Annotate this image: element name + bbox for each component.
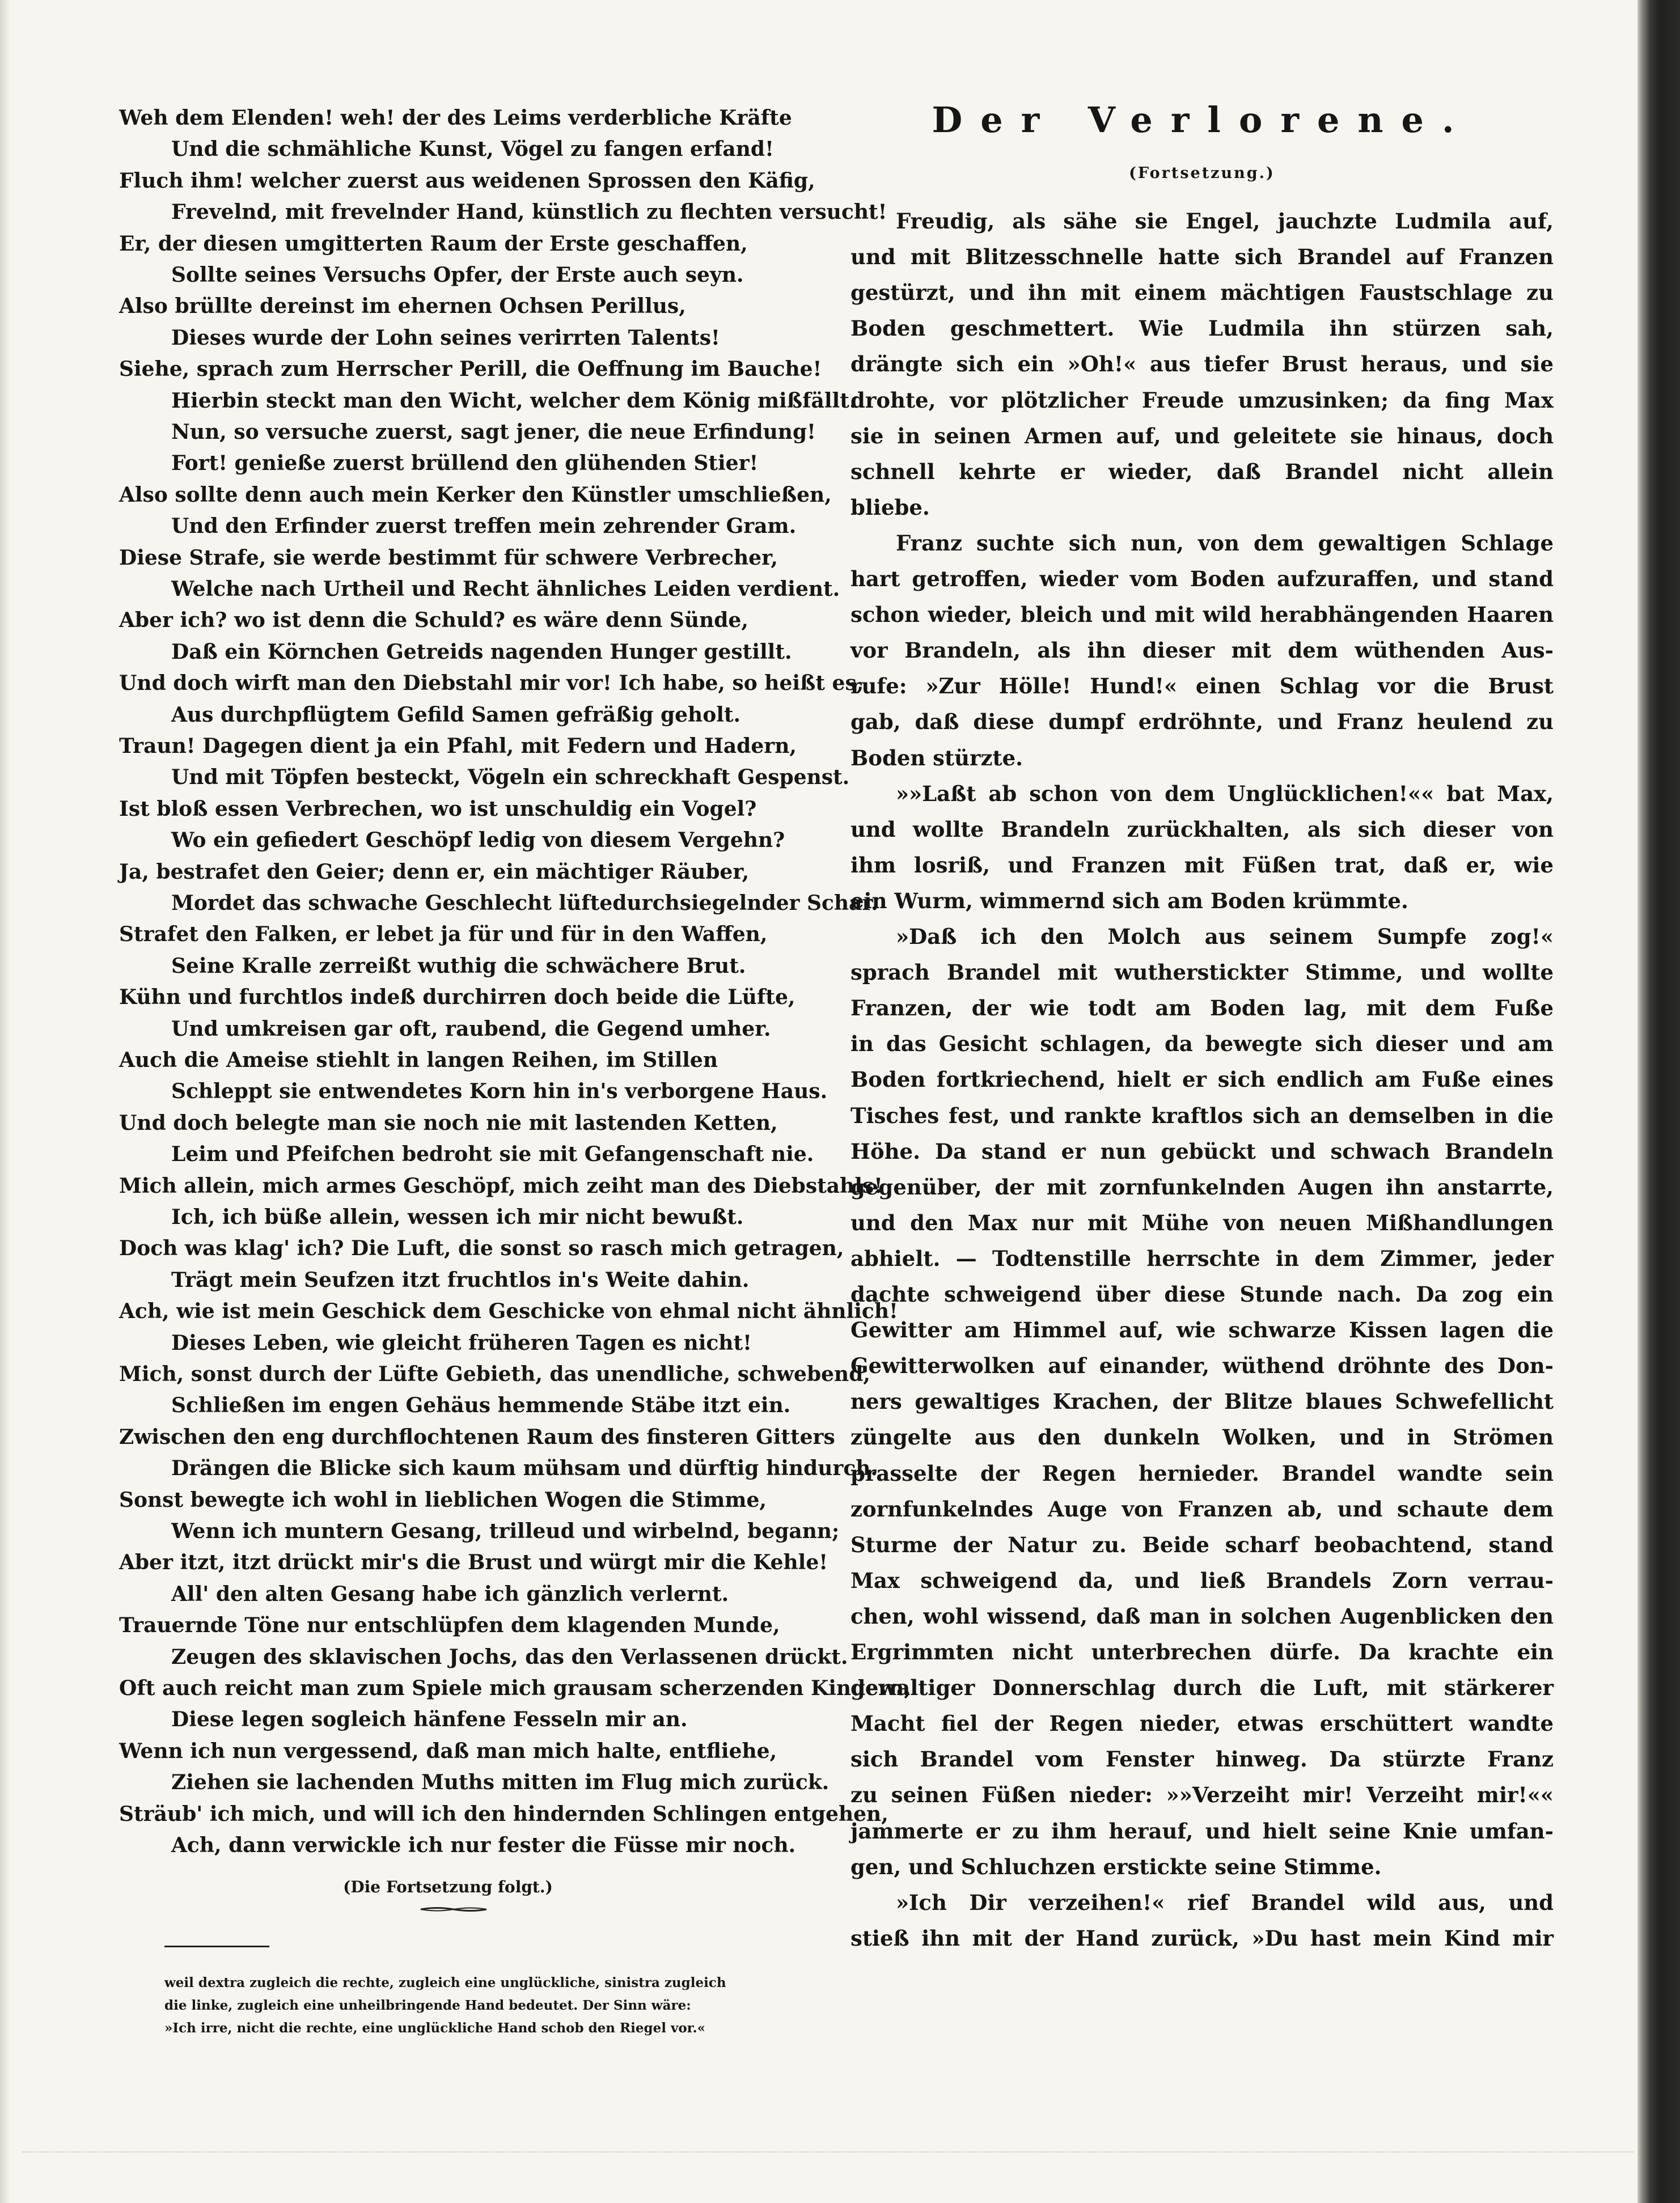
poem-line: Wo ein gefiedert Geschöpf ledig von diesem Vergehn? (171, 828, 785, 853)
story-line: Franz suchte sich nun, von dem gewaltigen Schlage (896, 530, 1554, 556)
story-line: jammerte er zu ihm herauf, und hielt seine Knie umfan- (850, 1818, 1554, 1844)
poem-line: Und doch wirft man den Diebstahl mir vor! Ich habe, so heißt es, (119, 671, 864, 696)
poem-line: Wenn ich muntern Gesang, trilleud und wirbelnd, begann; (171, 1519, 840, 1543)
poem-line: Sollte seines Versuchs Opfer, der Erste auch seyn. (171, 263, 744, 287)
poem-line: Und mit Töpfen besteckt, Vögeln ein schreckhaft Gespenst. (171, 765, 850, 790)
poem-line: Aber itzt, itzt drückt mir's die Brust und würgt mir die Kehle! (119, 1550, 828, 1575)
poem-line: Dieses wurde der Lohn seines verirrten Talents! (171, 325, 720, 350)
story-line: sprach Brandel mit wutherstickter Stimme, und wollte (850, 960, 1554, 985)
poem-line: Weh dem Elenden! weh! der des Leims verderbliche Kräfte (119, 106, 792, 130)
story-line: zu seinen Füßen nieder: »»Verzeiht mir! Verzeiht mir!«« (850, 1782, 1554, 1808)
poem-line: Trauernde Töne nur entschlüpfen dem klagenden Munde, (119, 1613, 780, 1638)
poem-line: Und den Erfinder zuerst treffen mein zehrender Gram. (171, 514, 797, 539)
story-line: stieß ihn mit der Hand zurück, »Du hast mein Kind mir (850, 1925, 1554, 1951)
story-line: zornfunkelndes Auge von Franzen ab, und schaute dem (850, 1496, 1554, 1522)
story-line: gewaltiger Donnerschlag durch die Luft, mit stärkerer (850, 1675, 1554, 1701)
story-line: »Daß ich den Molch aus seinem Sumpfe zog!« (896, 924, 1554, 949)
story-line: sich Brandel vom Fenster hinweg. Da stürzte Franz (850, 1747, 1554, 1772)
poem-line: Ach, dann verwickle ich nur fester die Füsse mir noch. (171, 1833, 796, 1857)
story-subtitle: (Fortsetzung.) (1129, 164, 1275, 182)
page-bottom-margin (23, 2151, 1633, 2154)
story-line: ein Wurm, wimmernd sich am Boden krümmte. (850, 888, 1408, 913)
poem-line: Und umkreisen gar oft, raubend, die Gegend umher. (171, 1016, 771, 1041)
poem-line: Also brüllte dereinst im ehernen Ochsen Perillus, (119, 294, 686, 319)
story-line: Sturme der Natur zu. Beide scharf beobachtend, stand (850, 1532, 1554, 1557)
poem-line: Ist bloß essen Verbrechen, wo ist unschuldig ein Vogel? (119, 797, 757, 821)
poem-line: Doch was klag' ich? Die Luft, die sonst so rasch mich getragen, (119, 1236, 844, 1261)
story-line: gab, daß diese dumpf erdröhnte, und Franz heulend zu (850, 709, 1554, 735)
story-line: drängte sich ein »Oh!« aus tiefer Brust heraus, und sie (850, 351, 1554, 377)
poem-line: Mich allein, mich armes Geschöpf, mich zeiht man des Diebstahls! (119, 1173, 883, 1198)
story-line: und den Max nur mit Mühe von neuen Mißhandlungen (850, 1210, 1554, 1235)
story-line: Macht fiel der Regen nieder, etwas erschüttert wandte (850, 1711, 1554, 1736)
story-line: drohte, vor plötzlicher Freude umzusinken; da fing Max (850, 387, 1554, 413)
poem-line: Hierbin steckt man den Wicht, welcher dem König mißfällt. (171, 388, 857, 413)
story-line: Boden fortkriechend, hielt er sich endlich am Fuße eines (850, 1067, 1554, 1092)
ornament-rule (420, 1906, 488, 1913)
poem-line: Er, der diesen umgitterten Raum der Erste geschaffen, (119, 231, 748, 256)
poem-line: Daß ein Körnchen Getreids nagenden Hunger gestillt. (171, 639, 792, 664)
poem-line: Drängen die Blicke sich kaum mühsam und dürftig hindurch. (171, 1456, 878, 1481)
story-line: »Ich Dir verzeihen!« rief Brandel wild aus, und (896, 1890, 1554, 1915)
story-line: vor Brandeln, als ihn dieser mit dem wüthenden Aus- (850, 638, 1554, 663)
poem-line: Welche nach Urtheil und Recht ähnliches Leiden verdient. (171, 577, 840, 601)
story-line: Tisches fest, und rankte kraftlos sich an demselben in die (850, 1103, 1554, 1128)
poem-line: Und doch belegte man sie noch nie mit lastenden Ketten, (119, 1111, 778, 1135)
page-binding-edge (1637, 0, 1680, 2203)
story-line: sie in seinen Armen auf, und geleitete sie hinaus, doch (850, 423, 1554, 448)
poem-line: Und die schmähliche Kunst, Vögel zu fangen erfand! (171, 137, 774, 162)
story-line: gegenüber, der mit zornfunkelnden Augen ihn anstarrte, (850, 1174, 1554, 1200)
story-line: ihm losriß, und Franzen mit Füßen trat, daß er, wie (850, 852, 1554, 878)
poem-line: Ziehen sie lachenden Muths mitten im Flug mich zurück. (171, 1770, 830, 1795)
poem-line: Schleppt sie entwendetes Korn hin in's verborgene Haus. (171, 1079, 828, 1104)
story-line: »»Laßt ab schon von dem Unglücklichen!«« bat Max, (896, 781, 1554, 806)
continuation-note: (Die Fortsetzung folgt.) (343, 1878, 553, 1896)
poem-line: Trägt mein Seufzen itzt fruchtlos in's Weite dahin. (171, 1268, 750, 1292)
poem-line: Kühn und furchtlos indeß durchirren doch beide die Lüfte, (119, 985, 795, 1010)
poem-line: Auch die Ameise stiehlt in langen Reihen, im Stillen (119, 1048, 718, 1072)
poem-line: Ich, ich büße allein, wessen ich mir nicht bewußt. (171, 1205, 744, 1229)
footnote-line: »Ich irre, nicht die rechte, eine unglückliche Hand schob den Riegel vor.« (164, 2020, 706, 2036)
poem-line: Frevelnd, mit frevelnder Hand, künstlich zu flechten versucht! (171, 200, 887, 224)
footnote-line: die linke, zugleich eine unheilbringende Hand bedeutet. Der Sinn wäre: (164, 1998, 691, 2013)
story-line: chen, wohl wissend, daß man in solchen Augenblicken den (850, 1603, 1554, 1629)
footnote-line: weil dextra zugleich die rechte, zugleich eine unglückliche, sinistra zugleich (164, 1975, 726, 1990)
poem-line: Sträub' ich mich, und will ich den hindernden Schlingen entgehen, (119, 1802, 888, 1826)
story-line: züngelte aus den dunkeln Wolken, und in Strömen (850, 1425, 1554, 1450)
poem-line: Fluch ihm! welcher zuerst aus weidenen Sprossen den Käfig, (119, 168, 815, 193)
story-line: bliebe. (850, 494, 930, 520)
poem-line: Mordet das schwache Geschlecht lüftedurchsiegelnder Schar. (171, 891, 878, 915)
poem-line: Zwischen den eng durchflochtenen Raum des finsteren Gitters (119, 1425, 835, 1449)
poem-line: Dieses Leben, wie gleicht früheren Tagen es nicht! (171, 1331, 752, 1355)
story-line: schon wieder, bleich und mit wild herabhängenden Haaren (850, 602, 1554, 628)
story-line: schnell kehrte er wieder, daß Brandel nicht allein (850, 459, 1554, 484)
story-line: prasselte der Regen hernieder. Brandel wandte sein (850, 1460, 1554, 1486)
poem-line: Seine Kralle zerreißt wuthig die schwächere Brut. (171, 954, 746, 978)
page-gutter-left (0, 0, 10, 2203)
story-line: rufe: »Zur Hölle! Hund!« einen Schlag vor die Brust (850, 673, 1554, 699)
poem-line: Strafet den Falken, er lebet ja für und für in den Waffen, (119, 922, 768, 947)
poem-line: Ach, wie ist mein Geschick dem Geschicke von ehmal nicht ähnlich! (119, 1299, 898, 1324)
story-line: Franzen, der wie todt am Boden lag, mit dem Fuße (850, 995, 1554, 1021)
poem-line: Siehe, sprach zum Herrscher Perill, die Oeffnung im Bauche! (119, 357, 822, 382)
poem-line: Sonst bewegte ich wohl in lieblichen Wogen die Stimme, (119, 1488, 767, 1512)
story-line: hart getroffen, wieder vom Boden aufzuraffen, und stand (850, 566, 1554, 591)
story-line: und wollte Brandeln zurückhalten, als sich dieser von (850, 816, 1554, 842)
story-line: Boden stürzte. (850, 745, 1023, 770)
story-line: Freudig, als sähe sie Engel, jauchzte Ludmila auf, (896, 209, 1554, 234)
poem-line: Aus durchpflügtem Gefild Samen gefräßig geholt. (171, 702, 741, 727)
story-line: ners gewaltiges Krachen, der Blitze blaues Schwefellicht (850, 1389, 1554, 1414)
story-line: Gewitter am Himmel auf, wie schwarze Kissen lagen die (850, 1317, 1554, 1343)
story-line: Höhe. Da stand er nun gebückt und schwach Brandeln (850, 1138, 1554, 1164)
story-line: gestürzt, und ihn mit einem mächtigen Faustschlage zu (850, 280, 1554, 306)
poem-line: Diese Strafe, sie werde bestimmt für schwere Verbrecher, (119, 545, 778, 570)
poem-line: Mich, sonst durch der Lüfte Gebieth, das unendliche, schwebend, (119, 1362, 870, 1386)
poem-line: Diese legen sogleich hänfene Fesseln mir an. (171, 1708, 688, 1732)
story-line: Max schweigend da, und ließ Brandels Zorn verrau- (850, 1567, 1554, 1593)
story-line: in das Gesicht schlagen, da bewegte sich dieser und am (850, 1031, 1554, 1057)
poem-line: Also sollte denn auch mein Kerker den Künstler umschließen, (119, 482, 832, 507)
poem-line: Zeugen des sklavischen Jochs, das den Verlassenen drückt. (171, 1645, 848, 1669)
poem-line: Oft auch reicht man zum Spiele mich grausam scherzenden Kindern, (119, 1676, 911, 1700)
story-line: Gewitterwolken auf einander, wüthend dröhnte des Don- (850, 1353, 1554, 1379)
story-line: dachte schweigend über diese Stunde nach. Da zog ein (850, 1282, 1554, 1307)
story-line: Boden geschmettert. Wie Ludmila ihn stürzen sah, (850, 316, 1554, 341)
story-line: Ergrimmten nicht unterbrechen dürfe. Da krachte ein (850, 1639, 1554, 1664)
story-title: Der Verlorene. (932, 99, 1472, 141)
poem-line: All' den alten Gesang habe ich gänzlich verlernt. (171, 1582, 729, 1606)
footnote-rule (164, 1946, 269, 1947)
poem-line: Ja, bestrafet den Geier; denn er, ein mächtiger Räuber, (119, 859, 750, 884)
poem-line: Aber ich? wo ist denn die Schuld? es wäre denn Sünde, (119, 608, 748, 633)
poem-line: Schließen im engen Gehäus hemmende Stäbe itzt ein. (171, 1393, 791, 1418)
story-line: gen, und Schluchzen erstickte seine Stimme. (850, 1854, 1382, 1879)
poem-line: Traun! Dagegen dient ja ein Pfahl, mit Federn und Hadern, (119, 734, 797, 758)
story-line: abhielt. — Todtenstille herrschte in dem Zimmer, jeder (850, 1245, 1554, 1271)
poem-line: Wenn ich nun vergessend, daß man mich halte, entfliehe, (119, 1739, 777, 1763)
poem-line: Nun, so versuche zuerst, sagt jener, die neue Erfindung! (171, 420, 816, 444)
story-line: und mit Blitzesschnelle hatte sich Brandel auf Franzen (850, 244, 1554, 270)
poem-line: Leim und Pfeifchen bedroht sie mit Gefangenschaft nie. (171, 1142, 814, 1167)
poem-line: Fort! genieße zuerst brüllend den glühenden Stier! (171, 451, 759, 476)
